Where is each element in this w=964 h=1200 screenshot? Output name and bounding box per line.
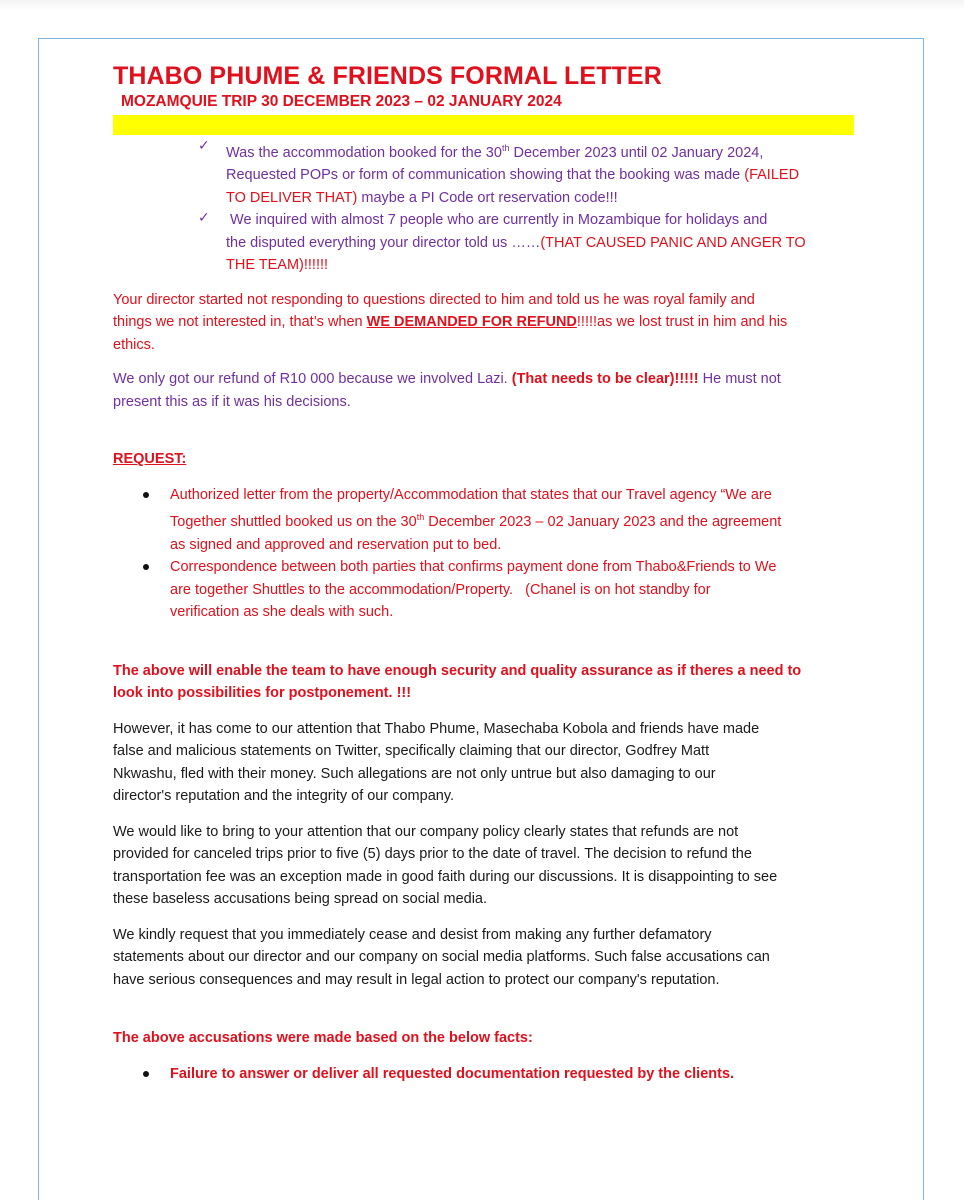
paragraph-line: Your director started not responding to questions directed to him and told us he was royal family and (113, 291, 755, 308)
request-item (113, 556, 853, 624)
request-list (113, 484, 853, 624)
letter-body (113, 60, 853, 1085)
paragraph-line: these baseless accusations being spread on social media. (113, 891, 488, 908)
paragraph-line: director's reputation and the integrity of our company. (113, 788, 455, 805)
request-item (113, 484, 853, 556)
paragraph-line: provided for canceled trips prior to five (5) days prior to the date of travel. The decision to refund the (113, 846, 752, 863)
refund-paragraph (113, 368, 853, 413)
bullet-icon (143, 564, 149, 570)
check-list (113, 137, 853, 277)
request-line: are together Shuttles to the accommodation/Property. (Chanel is on hot standby for (170, 581, 711, 598)
request-line: Correspondence between both parties that confirms payment done from Thabo&Friends to We (170, 559, 777, 576)
refund-demand-text: WE DEMANDED FOR REFUND (366, 314, 577, 331)
enable-paragraph (113, 660, 853, 705)
paragraph-line: We would like to bring to your attention that our company policy clearly states that refunds are not (113, 823, 739, 840)
paragraph-line: Nkwashu, fled with their money. Such allegations are not only untrue but also damaging to our (113, 765, 716, 782)
check-item (113, 137, 853, 209)
paragraph-line: However, it has come to our attention that Thabo Phume, Masechaba Kobola and friends have made (113, 720, 760, 737)
paragraph-line: present this as if it was his decisions. (113, 393, 351, 410)
checkmark-icon: ✓ (198, 209, 210, 226)
bullet-icon (143, 1071, 149, 1077)
facts-heading: The above accusations were made based on the below facts: (113, 1030, 533, 1047)
check-item-line: THE TEAM)!!!!!! (226, 257, 329, 274)
paragraph-line: We only got our refund of R10 000 because we involved Lazi. (That needs to be clear)!!!!! He must not (113, 371, 781, 388)
request-line: as signed and approved and reservation put to bed. (170, 536, 502, 553)
yellow-highlight-bar (113, 115, 854, 135)
bullet-icon (143, 492, 149, 498)
page-top-shadow (0, 0, 964, 10)
paragraph-line: statements about our director and our company on social media platforms. Such false accusations can (113, 949, 770, 966)
letter-subtitle: MOZAMQUIE TRIP 30 DECEMBER 2023 – 02 JANUARY 2024 (121, 93, 562, 110)
check-item-line: We inquired with almost 7 people who are currently in Mozambique for holidays and (226, 212, 768, 229)
paragraph-line: transportation fee was an exception made in good faith during our discussions. It is disappointing to see (113, 868, 778, 885)
director-paragraph (113, 289, 853, 357)
checkmark-icon: ✓ (198, 137, 210, 153)
facts-item (113, 1063, 853, 1086)
paragraph-line: have serious consequences and may result in legal action to protect our company's reputation. (113, 971, 720, 988)
check-item (113, 209, 853, 277)
policy-paragraph (113, 821, 853, 911)
request-line: Authorized letter from the property/Accommodation that states that our Travel agency “We are (170, 486, 772, 503)
cease-paragraph (113, 924, 853, 992)
request-heading: REQUEST: (113, 451, 187, 468)
paragraph-line: The above will enable the team to have enough security and quality assurance as if theres a need to (113, 662, 802, 679)
however-paragraph (113, 718, 853, 808)
paragraph-line: look into possibilities for postponement. !!! (113, 685, 412, 702)
paragraph-line: We kindly request that you immediately cease and desist from making any further defamatory (113, 926, 712, 943)
check-item-line: the disputed everything your director told us ……(THAT CAUSED PANIC AND ANGER TO (226, 234, 806, 251)
facts-line: Failure to answer or deliver all requested documentation requested by the clients. (170, 1065, 735, 1082)
request-line: Together shuttled booked us on the 30th December 2023 – 02 January 2023 and the agreement (170, 512, 782, 531)
paragraph-line: false and malicious statements on Twitter, specifically claiming that our director, Godfrey Matt (113, 743, 710, 760)
paragraph-line: ethics. (113, 336, 155, 353)
letter-title: THABO PHUME & FRIENDS FORMAL LETTER (113, 62, 662, 90)
check-item-line: Was the accommodation booked for the 30th December 2023 until 02 January 2024, (226, 143, 764, 161)
check-item-line: TO DELIVER THAT) maybe a PI Code ort reservation code!!! (226, 189, 618, 206)
check-item-line: Requested POPs or form of communication showing that the booking was made (FAILED (226, 167, 800, 184)
paragraph-line: things we not interested in, that’s when WE DEMANDED FOR REFUND!!!!!as we lost trust in him and his (113, 314, 788, 331)
request-line: verification as she deals with such. (170, 604, 394, 621)
